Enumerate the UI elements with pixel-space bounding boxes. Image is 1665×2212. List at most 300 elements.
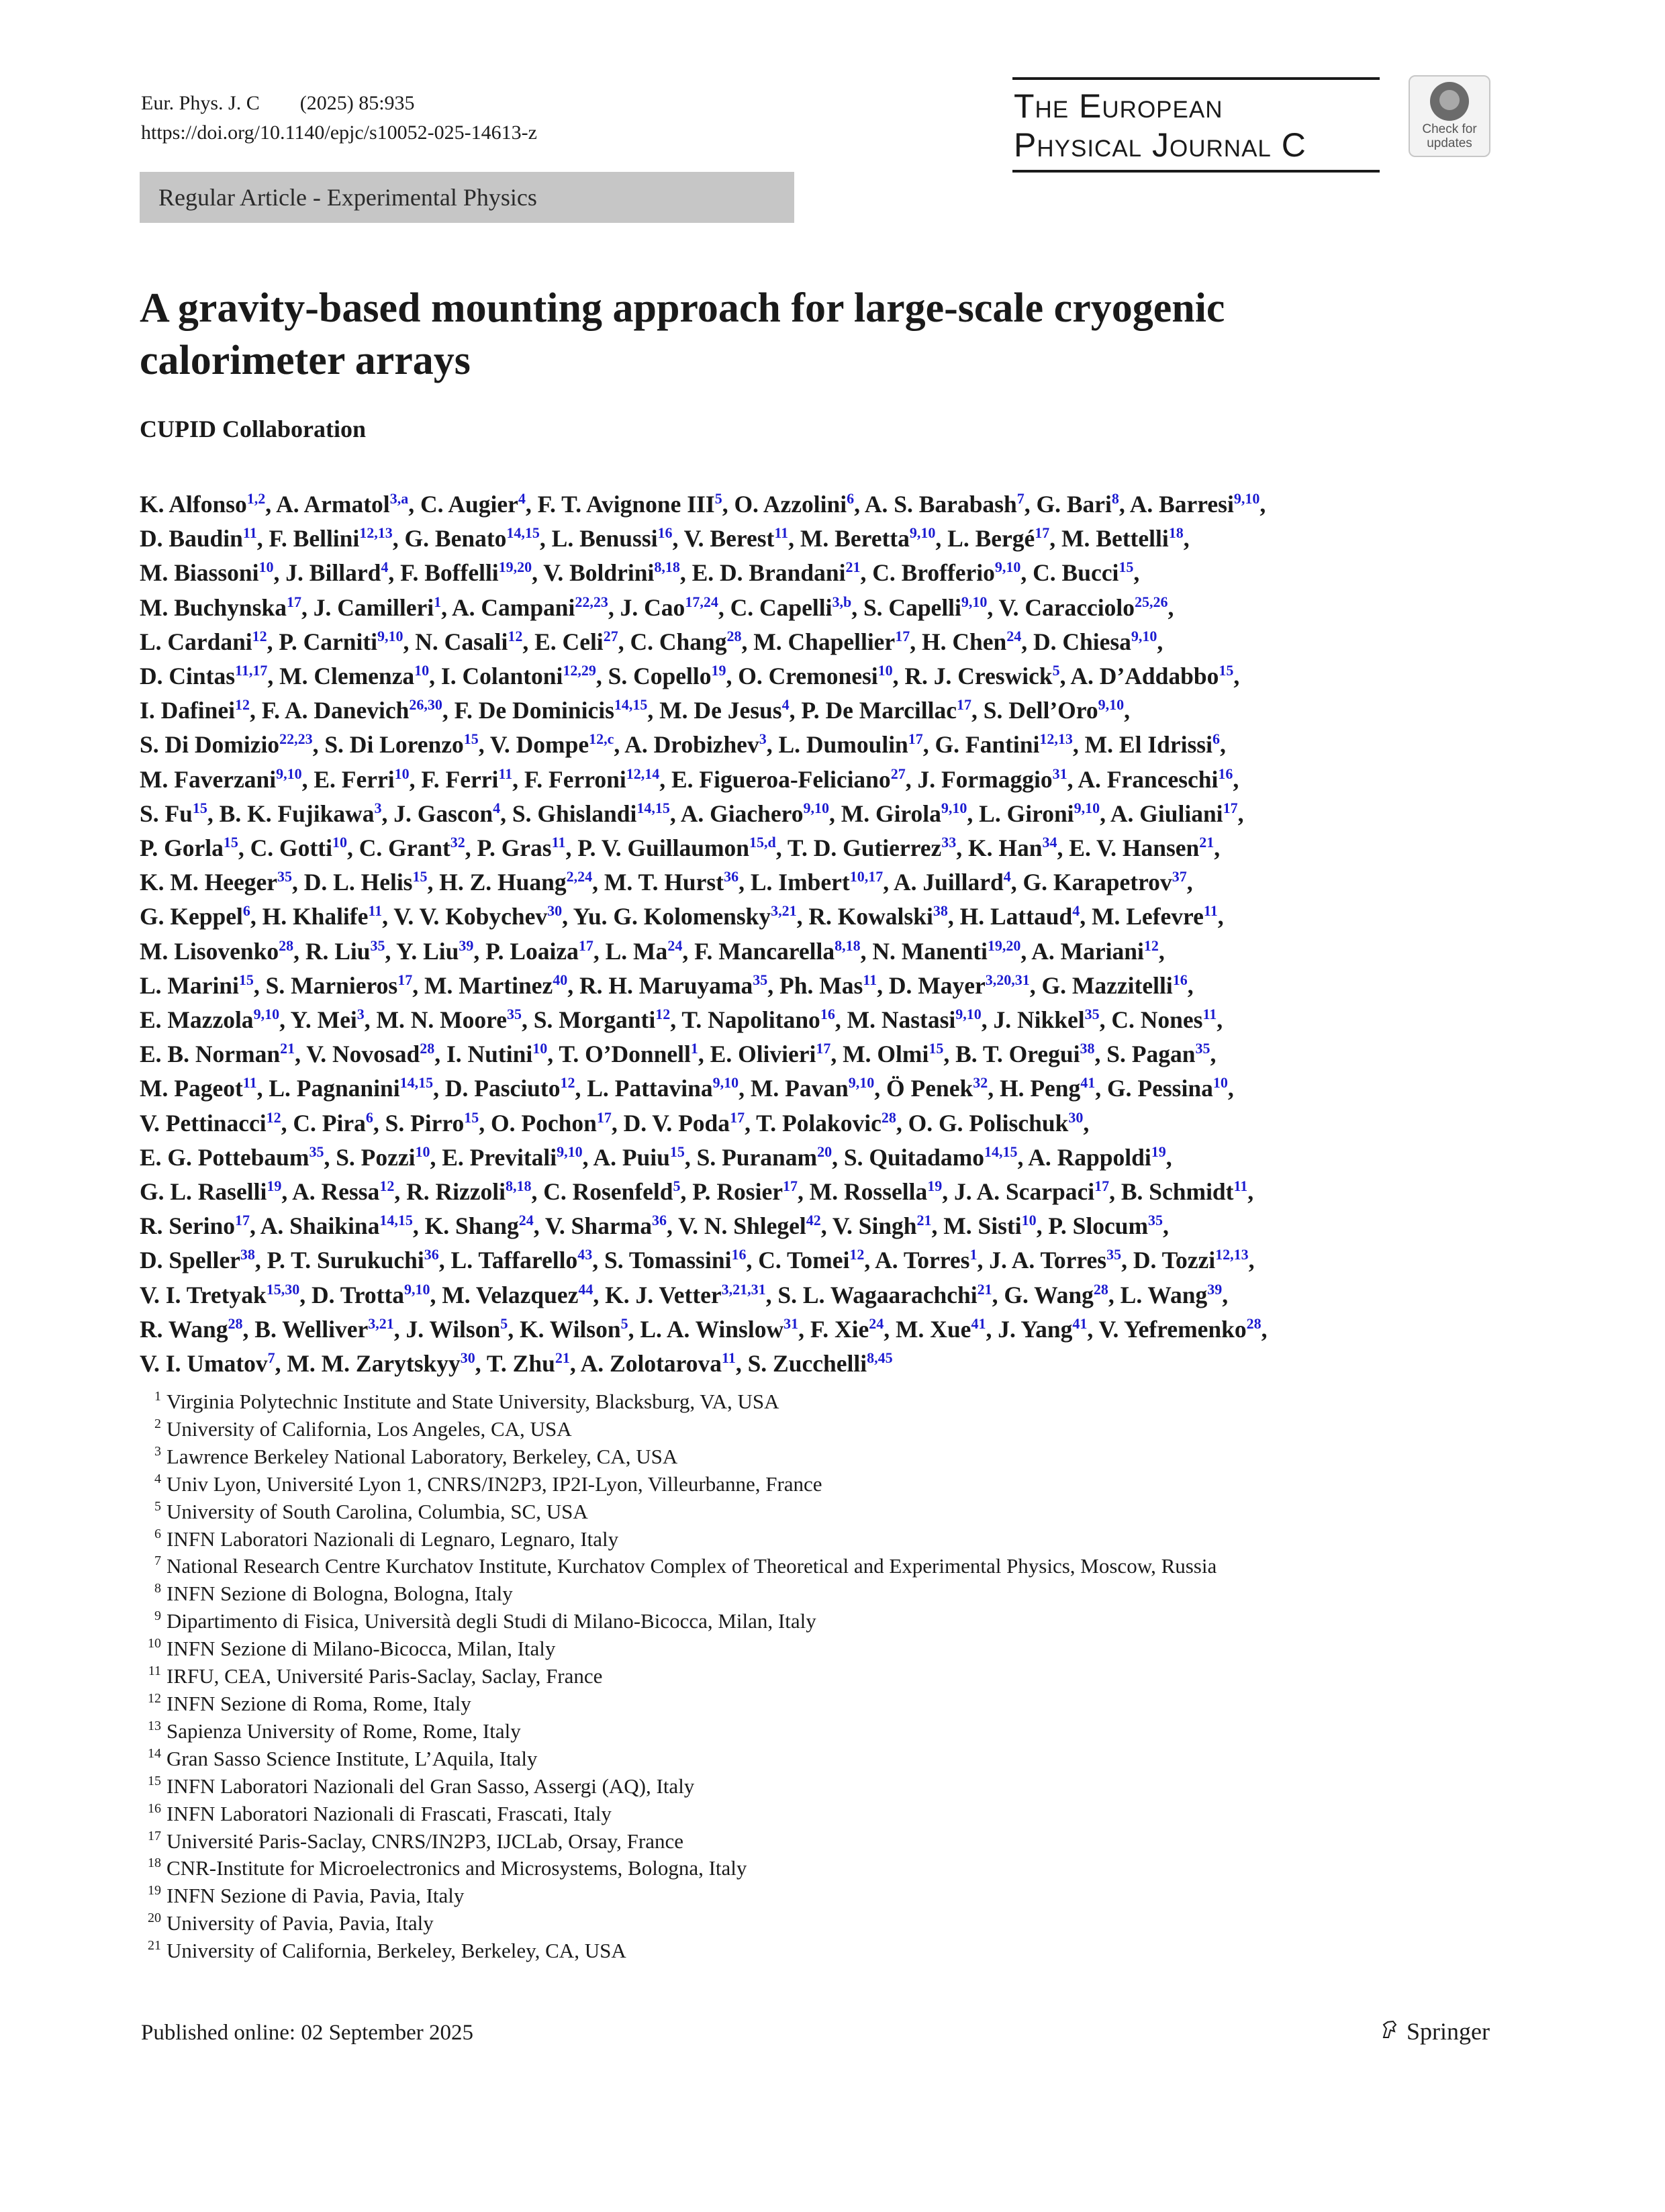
author-name: A. Giuliani — [1110, 800, 1223, 827]
affiliation-ref[interactable]: 9,10 — [848, 1074, 875, 1092]
author-name: S. Pozzi — [336, 1143, 416, 1171]
affiliation-ref[interactable]: 17 — [397, 971, 413, 988]
author-name: Ph. Mas — [779, 971, 863, 999]
author-name: J. Gascon — [393, 800, 493, 827]
affiliation-ref[interactable]: 9,10 — [909, 524, 936, 542]
affiliation-text: National Research Centre Kurchatov Institute, Kurchatov Complex of Theoretical and Experimental Physics, Moscow, Russia — [166, 1554, 1217, 1578]
affiliation-ref[interactable]: 1,2 — [246, 490, 266, 507]
affiliation-ref[interactable]: 11 — [242, 524, 257, 542]
affiliation-ref[interactable]: 14,15 — [614, 696, 648, 714]
author-name: I. Nutini — [446, 1041, 533, 1068]
author-name: G. Pessina — [1107, 1075, 1213, 1102]
author-name: V. Caracciolo — [998, 593, 1135, 621]
affiliation-ref[interactable]: 17 — [730, 1108, 745, 1126]
affiliation-item: 7 National Research Centre Kurchatov Institute, Kurchatov Complex of Theoretical and Experimental Physics, Moscow, Russia — [154, 1553, 1217, 1578]
author-name: L. Dumoulin — [778, 731, 908, 759]
affiliation-list — [140, 1388, 1516, 1965]
affiliation-ref[interactable]: 11 — [368, 902, 383, 920]
affiliation-ref[interactable]: 12,13 — [359, 524, 393, 542]
affiliation-ref[interactable]: 28 — [420, 1040, 435, 1057]
affiliation-ref[interactable]: 14,15 — [506, 524, 540, 542]
affiliation-ref[interactable]: 35 — [370, 936, 385, 954]
affiliation-ref[interactable]: 17 — [1094, 1177, 1110, 1195]
affiliation-ref[interactable]: 15,30 — [266, 1280, 300, 1298]
publisher-logo — [1380, 2017, 1490, 2046]
affiliation-ref[interactable]: 12 — [849, 1246, 865, 1263]
affiliation-ref[interactable]: 10,17 — [849, 868, 884, 885]
affiliation-ref[interactable]: 40 — [553, 971, 568, 988]
affiliation-ref[interactable]: 12,c — [589, 730, 614, 748]
affiliation-ref[interactable]: 9,10 — [803, 799, 829, 816]
affiliation-ref[interactable]: 38 — [1080, 1040, 1095, 1057]
author-name: C. Nones — [1111, 1006, 1203, 1034]
affiliation-ref[interactable]: 3,a — [389, 490, 409, 507]
affiliation-ref[interactable]: 6 — [365, 1108, 373, 1126]
author-name: A. Giachero — [680, 800, 804, 827]
check-for-updates-badge[interactable] — [1409, 75, 1490, 157]
affiliation-ref[interactable]: 12 — [266, 1108, 281, 1126]
affiliation-ref[interactable]: 12 — [235, 696, 250, 714]
affiliation-ref[interactable]: 35 — [277, 868, 293, 885]
author-name: S. Morganti — [533, 1006, 656, 1034]
affiliation-ref[interactable]: 9,10 — [377, 627, 403, 644]
author-name: L. A. Winslow — [640, 1315, 784, 1343]
author-name: C. Capelli — [730, 593, 832, 621]
author-name: Y. Mei — [290, 1006, 357, 1034]
affiliation-ref[interactable]: 19 — [711, 662, 726, 679]
affiliation-ref[interactable]: 31 — [783, 1314, 799, 1332]
affiliation-ref[interactable]: 3,21 — [771, 902, 797, 920]
affiliation-ref[interactable]: 1 — [969, 1246, 978, 1263]
author-name: M. M. Zarytskyy — [287, 1350, 461, 1378]
affiliation-ref[interactable]: 32 — [973, 1074, 988, 1092]
author-name: V. Yefremenko — [1098, 1315, 1247, 1343]
affiliation-ref[interactable]: 12,14 — [626, 765, 660, 782]
author-name: M. Lefevre — [1092, 903, 1204, 930]
affiliation-ref[interactable]: 9,10 — [1233, 490, 1260, 507]
affiliation-ref[interactable]: 28 — [881, 1108, 896, 1126]
affiliation-ref[interactable]: 1 — [690, 1040, 698, 1057]
affiliation-ref[interactable]: 35 — [1148, 1212, 1163, 1229]
author-name: E. Mazzola — [140, 1006, 254, 1034]
affiliation-item: 1 Virginia Polytechnic Institute and State University, Blacksburg, VA, USA — [154, 1389, 779, 1413]
affiliation-text: INFN Sezione di Bologna, Bologna, Italy — [166, 1582, 513, 1606]
affiliation-text: Sapienza University of Rome, Rome, Italy — [166, 1719, 521, 1743]
affiliation-ref[interactable]: 8,18 — [835, 936, 861, 954]
author-name: V. Novosad — [306, 1041, 420, 1068]
author-name: S. Pagan — [1106, 1041, 1196, 1068]
affiliation-ref[interactable]: 17 — [578, 936, 593, 954]
affiliation-ref[interactable]: 8 — [1111, 490, 1119, 507]
affiliation-ref[interactable]: 17 — [1223, 799, 1238, 816]
affiliation-ref[interactable]: 15 — [412, 868, 428, 885]
affiliation-ref[interactable]: 14,15 — [399, 1074, 434, 1092]
author-name: E. Celi — [534, 628, 604, 655]
author-name: P. Loaiza — [485, 937, 579, 965]
affiliation-ref[interactable]: 28 — [1246, 1314, 1262, 1332]
author-name: R. Liu — [305, 937, 371, 965]
affiliation-ref[interactable]: 15 — [669, 1143, 685, 1160]
affiliation-ref[interactable]: 25,26 — [1134, 593, 1168, 610]
affiliation-ref[interactable]: 4 — [381, 559, 389, 576]
affiliation-item: 9 Dipartimento di Fisica, Università degli Studi di Milano-Bicocca, Milan, Italy — [154, 1608, 816, 1633]
affiliation-ref[interactable]: 20 — [817, 1143, 832, 1160]
affiliation-ref[interactable]: 5 — [673, 1177, 681, 1195]
author-name: L. Cardani — [140, 628, 252, 655]
author-name: R. Wang — [140, 1315, 228, 1343]
affiliation-ref[interactable]: 18 — [1168, 524, 1184, 542]
affiliation-ref[interactable]: 12,13 — [1215, 1246, 1249, 1263]
affiliation-ref[interactable]: 9,10 — [955, 1006, 982, 1023]
affiliation-ref[interactable]: 17 — [596, 1108, 612, 1126]
affiliation-ref[interactable]: 16 — [1172, 971, 1188, 988]
affiliation-ref[interactable]: 38 — [933, 902, 948, 920]
author-line: V. Pettinacci$^{12}$, C. Pira$^6$, S. Pirro$^{15}$, O. Pochon$^{17}$, D. V. Poda$^{17}$, T. Polakovic$^{28}$, O. G. Polischuk$^{30}$, — [140, 1108, 1090, 1137]
author-name: K. J. Vetter — [605, 1281, 722, 1308]
affiliation-ref[interactable]: 24 — [869, 1314, 884, 1332]
affiliation-ref[interactable]: 35 — [309, 1143, 324, 1160]
author-name: M. Rossella — [809, 1178, 928, 1206]
affiliation-ref[interactable]: 11 — [242, 1074, 257, 1092]
affiliation-ref[interactable]: 11,17 — [235, 662, 268, 679]
affiliation-item: 3 Lawrence Berkeley National Laboratory, Berkeley, CA, USA — [154, 1443, 678, 1468]
affiliation-ref[interactable]: 1 — [434, 593, 442, 610]
affiliation-ref[interactable]: 16 — [820, 1006, 835, 1023]
affiliation-ref[interactable]: 5 — [620, 1314, 628, 1332]
affiliation-ref[interactable]: 5 — [500, 1314, 508, 1332]
author-name: F. Boffelli — [400, 559, 499, 587]
affiliation-ref[interactable]: 21 — [916, 1212, 932, 1229]
springer-horse-icon — [1380, 2017, 1400, 2046]
affiliation-ref[interactable]: 32 — [450, 834, 465, 851]
author-name: A. Zolotarova — [580, 1350, 722, 1378]
affiliation-ref[interactable]: 41 — [1080, 1074, 1096, 1092]
affiliation-ref[interactable]: 10 — [258, 559, 274, 576]
affiliation-ref[interactable]: 2,24 — [566, 868, 593, 885]
affiliation-ref[interactable]: 12 — [655, 1006, 671, 1023]
affiliation-ref[interactable]: 19 — [927, 1177, 943, 1195]
affiliation-ref[interactable]: 4 — [518, 490, 526, 507]
affiliation-ref[interactable]: 17 — [816, 1040, 831, 1057]
author-name: B. Schmidt — [1121, 1178, 1234, 1206]
affiliation-ref[interactable]: 10 — [1021, 1212, 1037, 1229]
affiliation-ref[interactable]: 44 — [578, 1280, 593, 1298]
affiliation-ref[interactable]: 38 — [240, 1246, 255, 1263]
affiliation-ref[interactable]: 11 — [722, 1349, 736, 1367]
author-name: H. Z. Huang — [439, 869, 567, 896]
author-name: A. Puiu — [593, 1143, 670, 1171]
affiliation-ref[interactable]: 8,18 — [654, 559, 680, 576]
affiliation-ref[interactable]: 11 — [1203, 902, 1218, 920]
affiliation-ref[interactable]: 11 — [498, 765, 513, 782]
affiliation-ref[interactable]: 9,10 — [557, 1143, 583, 1160]
affiliation-ref[interactable]: 3 — [356, 1006, 365, 1023]
author-name: A. Torres — [875, 1247, 970, 1274]
affiliation-ref[interactable]: 41 — [971, 1314, 986, 1332]
affiliation-ref[interactable]: 19,20 — [987, 936, 1021, 954]
author-name: P. Rosier — [692, 1178, 783, 1206]
author-name: G. Wang — [1004, 1281, 1094, 1308]
affiliation-ref[interactable]: 10 — [414, 662, 430, 679]
affiliation-ref[interactable]: 35 — [1106, 1246, 1122, 1263]
affiliation-ref[interactable]: 17 — [783, 1177, 798, 1195]
author-line: G. Keppel$^6$, H. Khalife$^{11}$, V. V. Kobychev$^{30}$, Yu. G. Kolomensky$^{3,21}$, R. Kowalski$^{38}$, H. Lattaud$^4$, M. Lefevre$^{11}$, — [140, 902, 1224, 930]
affiliation-ref[interactable]: 10 — [332, 834, 347, 851]
author-name: T. Zhu — [486, 1350, 555, 1378]
author-name: S. Di Lorenzo — [324, 731, 464, 759]
affiliation-ref[interactable]: 28 — [228, 1314, 243, 1332]
affiliation-ref[interactable]: 6 — [1212, 730, 1220, 748]
affiliation-ref[interactable]: 15 — [192, 799, 207, 816]
affiliation-ref[interactable]: 8,18 — [505, 1177, 532, 1195]
affiliation-item: 5 University of South Carolina, Columbia, SC, USA — [154, 1498, 588, 1523]
affiliation-ref[interactable]: 16 — [1218, 765, 1233, 782]
affiliation-ref[interactable]: 4 — [1003, 868, 1011, 885]
affiliation-ref[interactable]: 36 — [651, 1212, 667, 1229]
author-name: M. Girola — [841, 800, 941, 827]
doi-link[interactable]: https://doi.org/10.1140/epjc/s10052-025-14613-z — [141, 122, 537, 144]
affiliation-ref[interactable]: 21 — [845, 559, 861, 576]
affiliation-ref[interactable]: 15 — [238, 971, 254, 988]
author-name: M. Clemenza — [279, 663, 415, 690]
author-name: G. Keppel — [140, 903, 243, 930]
affiliation-ref[interactable]: 9,10 — [994, 559, 1021, 576]
affiliation-ref[interactable]: 7 — [1016, 490, 1025, 507]
affiliation-item: 4 Univ Lyon, Université Lyon 1, CNRS/IN2P3, IP2I-Lyon, Villeurbanne, France — [154, 1471, 822, 1496]
affiliation-ref[interactable]: 17 — [895, 627, 910, 644]
affiliation-ref[interactable]: 5 — [1052, 662, 1060, 679]
affiliation-ref[interactable]: 17 — [1035, 524, 1050, 542]
affiliation-ref[interactable]: 28 — [726, 627, 742, 644]
affiliation-ref[interactable]: 22,23 — [279, 730, 313, 748]
affiliation-ref[interactable]: 14,15 — [636, 799, 670, 816]
affiliation-ref[interactable]: 22,23 — [575, 593, 608, 610]
affiliation-ref[interactable]: 19,20 — [498, 559, 532, 576]
author-name: C. Tomei — [758, 1247, 850, 1274]
affiliation-ref[interactable]: 10 — [1212, 1074, 1228, 1092]
affiliation-ref[interactable]: 11 — [863, 971, 877, 988]
author-name: P. T. Surukuchi — [267, 1247, 424, 1274]
affiliation-ref[interactable]: 26,30 — [409, 696, 442, 714]
author-name: O. Azzolini — [734, 491, 847, 518]
affiliation-ref[interactable]: 10 — [415, 1143, 430, 1160]
author-name: V. I. Tretyak — [140, 1281, 267, 1308]
author-name: M. Bettelli — [1061, 525, 1169, 552]
affiliation-ref[interactable]: 8,45 — [867, 1349, 893, 1367]
affiliation-ref[interactable]: 10 — [394, 765, 410, 782]
affiliation-ref[interactable]: 35 — [507, 1006, 522, 1023]
author-name: M. Beretta — [800, 525, 910, 552]
author-name: P. Carniti — [279, 628, 378, 655]
affiliation-ref[interactable]: 9,10 — [1131, 627, 1157, 644]
collaboration-name: CUPID Collaboration — [140, 416, 367, 442]
affiliation-ref[interactable]: 3 — [759, 730, 767, 748]
affiliation-ref[interactable]: 15 — [929, 1040, 944, 1057]
affiliation-ref[interactable]: 12 — [1143, 936, 1159, 954]
affiliation-ref[interactable]: 3,b — [832, 593, 852, 610]
author-name: E. V. Hansen — [1069, 834, 1200, 862]
author-name: G. Bari — [1036, 491, 1112, 518]
affiliation-ref[interactable]: 30 — [1068, 1108, 1084, 1126]
author-name: F. Ferri — [421, 765, 499, 793]
affiliation-ref[interactable]: 31 — [1052, 765, 1067, 782]
author-name: L. Imbert — [750, 869, 850, 896]
affiliation-ref[interactable]: 17 — [957, 696, 971, 714]
affiliation-ref[interactable]: 17 — [908, 730, 923, 748]
affiliation-item: 11 IRFU, CEA, Université Paris-Saclay, Saclay, France — [148, 1664, 603, 1688]
author-name: A. Campani — [451, 593, 575, 621]
affiliation-ref[interactable]: 12 — [252, 627, 267, 644]
affiliation-ref[interactable]: 24 — [1006, 627, 1022, 644]
affiliation-item: 14 Gran Sasso Science Institute, L’Aquila, Italy — [148, 1745, 538, 1770]
author-name: S. Pirro — [385, 1109, 465, 1137]
affiliation-ref[interactable]: 27 — [890, 765, 906, 782]
author-name: E. Ferri — [314, 765, 395, 793]
author-name: P. Gras — [477, 834, 552, 862]
author-name: A. Drobizhev — [624, 731, 759, 759]
affiliation-item: 16 INFN Laboratori Nazionali di Frascati, Frascati, Italy — [148, 1800, 612, 1825]
affiliation-ref[interactable]: 10 — [877, 662, 893, 679]
affiliation-ref[interactable]: 14,15 — [379, 1212, 413, 1229]
affiliation-ref[interactable]: 34 — [1042, 834, 1057, 851]
affiliation-ref[interactable]: 5 — [714, 490, 722, 507]
affiliation-ref[interactable]: 12 — [508, 627, 523, 644]
affiliation-ref[interactable]: 35 — [1084, 1006, 1100, 1023]
affiliation-ref[interactable]: 15 — [223, 834, 238, 851]
affiliation-ref[interactable]: 12,29 — [563, 662, 596, 679]
affiliation-ref[interactable]: 30 — [547, 902, 563, 920]
author-name: V. Boldrini — [543, 559, 655, 587]
affiliation-ref[interactable]: 9,10 — [253, 1006, 280, 1023]
author-name: S. Tomassini — [604, 1247, 732, 1274]
affiliation-ref[interactable]: 15,d — [749, 834, 776, 851]
author-name: M. El Idrissi — [1084, 731, 1212, 759]
author-name: I. Dafinei — [140, 697, 235, 724]
author-line: R. Serino$^{17}$, A. Shaikina$^{14,15}$, K. Shang$^{24}$, V. Sharma$^{36}$, V. N. Shlegel$^{42}$, V. Singh$^{21}$, M. Sisti$^{10}$, P. Slocum$^{35}$, — [140, 1212, 1169, 1240]
author-name: E. D. Brandani — [692, 559, 846, 587]
author-line: G. L. Raselli$^{19}$, A. Ressa$^{12}$, R. Rizzoli$^{8,18}$, C. Rosenfeld$^5$, P. Rosier$^{17}$, M. Rossella$^{19}$, J. A. Scarpaci$^{17}$, B. Schmidt$^{11}$, — [140, 1177, 1254, 1206]
affiliation-ref[interactable]: 33 — [941, 834, 957, 851]
affiliation-ref[interactable]: 4 — [1072, 902, 1080, 920]
affiliation-text: University of South Carolina, Columbia, SC, USA — [166, 1499, 588, 1523]
affiliation-ref[interactable]: 3,21,31 — [721, 1280, 766, 1298]
affiliation-ref[interactable]: 15 — [1119, 559, 1134, 576]
affiliation-ref[interactable]: 11 — [551, 834, 566, 851]
affiliation-ref[interactable]: 41 — [1072, 1314, 1088, 1332]
affiliation-text: Virginia Polytechnic Institute and State University, Blacksburg, VA, USA — [166, 1390, 779, 1413]
affiliation-ref[interactable]: 6 — [242, 902, 250, 920]
affiliation-ref[interactable]: 21 — [555, 1349, 570, 1367]
author-name: C. Augier — [420, 491, 518, 518]
author-name: M. Lisovenko — [140, 937, 279, 965]
affiliation-ref[interactable]: 19 — [267, 1177, 282, 1195]
affiliation-ref[interactable]: 9,10 — [404, 1280, 430, 1298]
affiliation-ref[interactable]: 11 — [1202, 1006, 1217, 1023]
affiliation-ref[interactable]: 39 — [1207, 1280, 1223, 1298]
affiliation-ref[interactable]: 24 — [667, 936, 683, 954]
affiliation-ref[interactable]: 3 — [374, 799, 382, 816]
affiliation-ref[interactable]: 9,10 — [1074, 799, 1100, 816]
affiliation-ref[interactable]: 19 — [1151, 1143, 1166, 1160]
author-line: R. Wang$^{28}$, B. Welliver$^{3,21}$, J. Wilson$^5$, K. Wilson$^5$, L. A. Winslow$^{31}$, F. Xie$^{24}$, M. Xue$^{41}$, J. Yang$^{41}$, V. Yefremenko$^{28}$, — [140, 1314, 1268, 1343]
affiliation-ref[interactable]: 6 — [847, 490, 855, 507]
affiliation-ref[interactable]: 28 — [1093, 1280, 1108, 1298]
affiliation-ref[interactable]: 43 — [577, 1246, 593, 1263]
author-name: V. N. Shlegel — [678, 1212, 806, 1240]
author-name: M. N. Moore — [376, 1006, 508, 1034]
affiliation-ref[interactable]: 7 — [267, 1349, 275, 1367]
affiliation-ref[interactable]: 4 — [781, 696, 790, 714]
affiliation-ref[interactable]: 17,24 — [685, 593, 718, 610]
affiliation-ref[interactable]: 36 — [424, 1246, 439, 1263]
affiliation-ref[interactable]: 16 — [657, 524, 673, 542]
author-name: J. Cao — [620, 593, 685, 621]
affiliation-item: 18 CNR-Institute for Microelectronics and Microsystems, Bologna, Italy — [148, 1856, 747, 1880]
affiliation-text: INFN Sezione di Milano-Bicocca, Milan, Italy — [166, 1637, 556, 1661]
affiliation-ref[interactable]: 21 — [1199, 834, 1215, 851]
affiliation-ref[interactable]: 24 — [518, 1212, 534, 1229]
author-name: L. Marini — [140, 971, 239, 999]
author-name: P. Gorla — [140, 834, 224, 862]
affiliation-ref[interactable]: 30 — [460, 1349, 475, 1367]
affiliation-ref[interactable]: 3,20,31 — [985, 971, 1030, 988]
affiliation-ref[interactable]: 15 — [1219, 662, 1234, 679]
affiliation-text: INFN Laboratori Nazionali di Frascati, Frascati, Italy — [166, 1801, 612, 1825]
author-name: S. Marnieros — [265, 971, 398, 999]
author-name: G. Benato — [404, 525, 507, 552]
affiliation-ref[interactable]: 14,15 — [984, 1143, 1018, 1160]
author-line: V. I. Tretyak$^{15,30}$, D. Trotta$^{9,10}$, M. Velazquez$^{44}$, K. J. Vetter$^{3,21,31}$, S. L. Wagaarachchi$^{21}$, G. Wang$^{28}$, L. Wang$^{39}$, — [140, 1280, 1229, 1308]
affiliation-ref[interactable]: 42 — [806, 1212, 821, 1229]
affiliation-ref[interactable]: 9,10 — [712, 1074, 739, 1092]
affiliation-ref[interactable]: 9,10 — [276, 765, 302, 782]
affiliation-ref[interactable]: 27 — [603, 627, 618, 644]
affiliation-ref[interactable]: 9,10 — [1098, 696, 1125, 714]
citation-header — [141, 89, 537, 148]
author-name: T. O’Donnell — [559, 1041, 691, 1068]
affiliation-ref[interactable]: 9,10 — [961, 593, 988, 610]
affiliation-ref[interactable]: 28 — [279, 936, 294, 954]
affiliation-ref[interactable]: 21 — [977, 1280, 992, 1298]
affiliation-ref[interactable]: 36 — [724, 868, 739, 885]
affiliation-ref[interactable]: 11 — [774, 524, 789, 542]
author-name: C. Rosenfeld — [543, 1178, 673, 1206]
affiliation-ref[interactable]: 3,21 — [368, 1314, 394, 1332]
author-name: F. T. Avignone III — [537, 491, 715, 518]
affiliation-ref[interactable]: 12 — [379, 1177, 395, 1195]
affiliation-ref[interactable]: 15 — [464, 1108, 479, 1126]
affiliation-ref[interactable]: 21 — [280, 1040, 295, 1057]
affiliation-ref[interactable]: 37 — [1172, 868, 1187, 885]
affiliation-ref[interactable]: 17 — [286, 593, 301, 610]
author-name: R. Serino — [140, 1212, 235, 1240]
affiliation-ref[interactable]: 11 — [1233, 1177, 1248, 1195]
affiliation-ref[interactable]: 12 — [560, 1074, 575, 1092]
affiliation-ref[interactable]: 16 — [731, 1246, 747, 1263]
author-line: V. I. Umatov$^7$, M. M. Zarytskyy$^{30}$, T. Zhu$^{21}$, A. Zolotarova$^{11}$, S. Zucchelli$^{8,45}$ — [140, 1349, 893, 1378]
affiliation-ref[interactable]: 12,13 — [1039, 730, 1073, 748]
affiliation-ref[interactable]: 35 — [753, 971, 768, 988]
affiliation-ref[interactable]: 15 — [463, 730, 479, 748]
affiliation-ref[interactable]: 39 — [459, 936, 474, 954]
author-name: H. Peng — [999, 1075, 1081, 1102]
affiliation-ref[interactable]: 4 — [493, 799, 501, 816]
affiliation-ref[interactable]: 10 — [532, 1040, 548, 1057]
author-name: V. Berest — [683, 525, 775, 552]
affiliation-ref[interactable]: 9,10 — [941, 799, 967, 816]
affiliation-ref[interactable]: 35 — [1195, 1040, 1210, 1057]
affiliation-ref[interactable]: 17 — [235, 1212, 250, 1229]
